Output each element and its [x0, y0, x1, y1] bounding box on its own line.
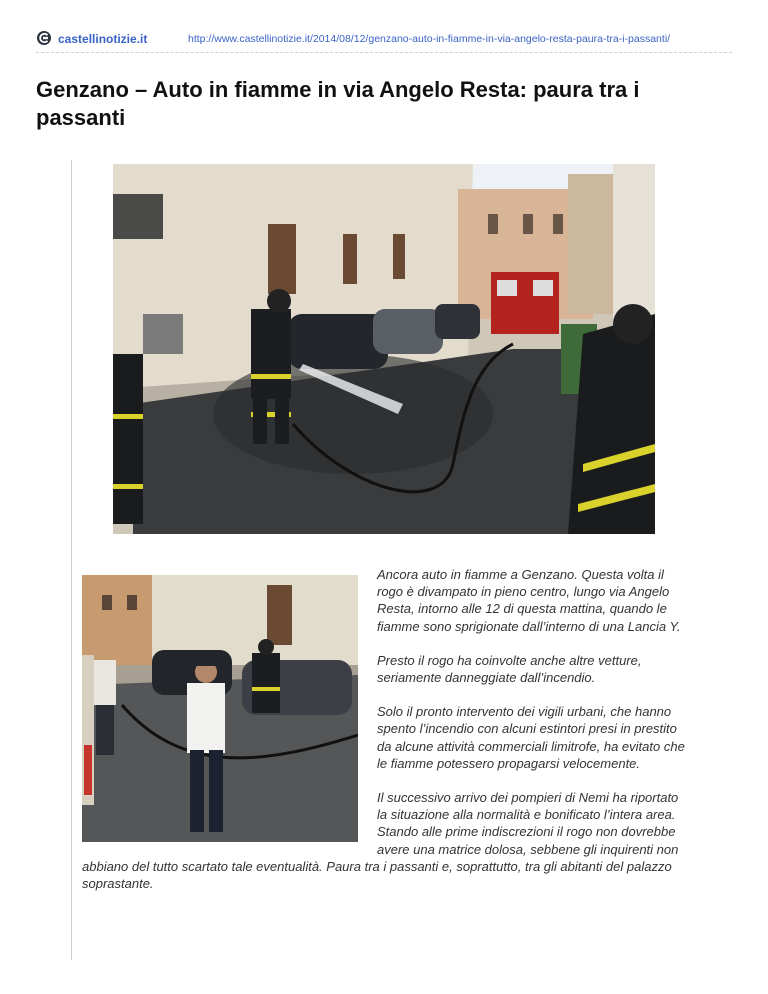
- article-title: Genzano – Auto in fiamme in via Angelo Resta: paura tra i passanti: [36, 77, 640, 130]
- article-paragraph: Solo il pronto intervento dei vigili urbani, che hanno spento l’incendio con alcuni estintori presi in prestito da alcune attività commerciali limitrofe, ha evitato che le fiamme potessero propagarsi velocemente.: [377, 704, 685, 771]
- fire-scene-photo: [113, 164, 655, 534]
- article-body: [82, 566, 690, 909]
- site-logo-icon: [36, 30, 52, 46]
- top-bar: [36, 30, 732, 53]
- photo-float-spacer: [82, 566, 377, 848]
- article-paragraph: Il successivo arrivo dei pompieri di Nemi ha riportato la situazione alla normalità e bonificato l’intera area. Stando alle prime indiscrezioni il rogo non dovrebbe avere una matrice dolosa, sebbene gli inquirenti non abbiano del tutto scartato tale eventualità. Paura tra i passanti e, soprattutto, tra gli abitanti del palazzo soprastante.: [82, 790, 679, 892]
- site-name-link[interactable]: castellinotizie.it: [58, 32, 148, 46]
- article-paragraph: Presto il rogo ha coinvolte anche altre vetture, seriamente danneggiate dall’incendio.: [377, 652, 642, 686]
- article-paragraph: Ancora auto in fiamme a Genzano. Questa volta il rogo è divampato in pieno centro, lungo via Angelo Resta, intorno alle 12 di questa mattina, quando le fiamme sono sprigionate dall’interno di una Lancia Y.: [377, 567, 681, 634]
- left-divider: [71, 160, 72, 960]
- page-url-link[interactable]: http://www.castellinotizie.it/2014/08/12/genzano-auto-in-fiamme-in-via-angelo-resta-paura-tra-i-passanti/: [188, 33, 671, 45]
